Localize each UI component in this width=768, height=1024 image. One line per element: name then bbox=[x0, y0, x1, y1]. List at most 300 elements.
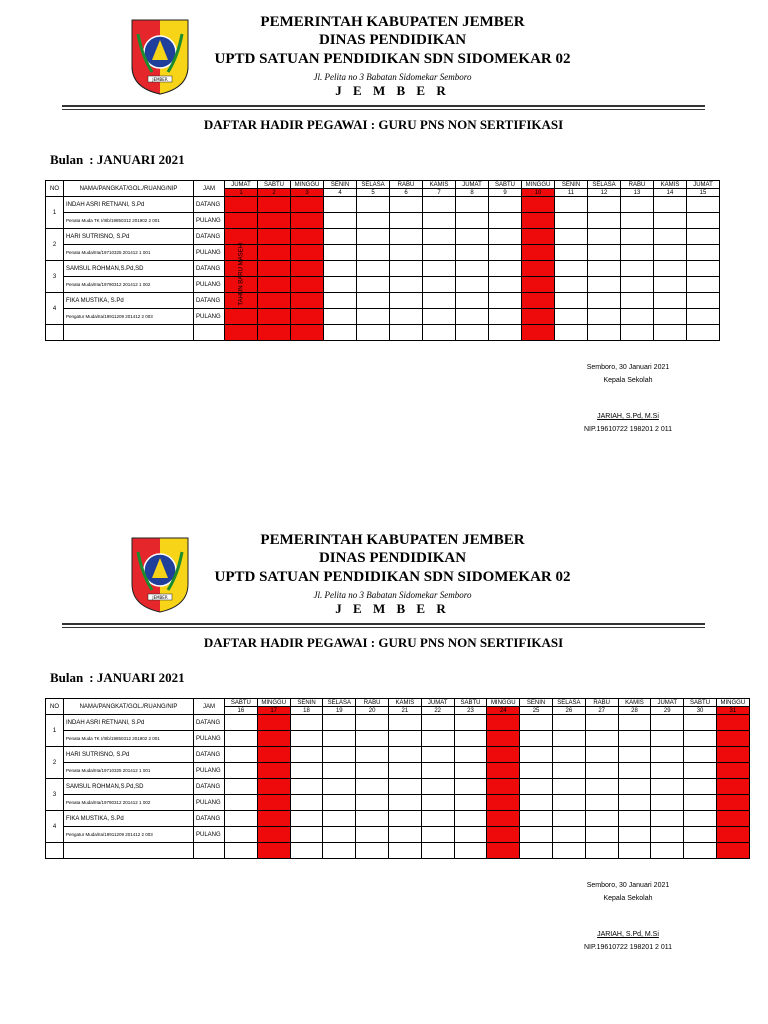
day-name-cell: MINGGU bbox=[522, 181, 555, 189]
empty-cell bbox=[64, 325, 194, 341]
attendance-cell bbox=[621, 309, 654, 325]
attendance-cell bbox=[489, 213, 522, 229]
attendance-cell bbox=[618, 763, 651, 779]
date-cell: 9 bbox=[489, 189, 522, 197]
attendance-cell bbox=[651, 731, 684, 747]
empty-cell bbox=[388, 843, 421, 859]
attendance-cell bbox=[421, 747, 454, 763]
attendance-cell bbox=[687, 229, 720, 245]
signature-nip: NIP.19610722 198201 2 011 bbox=[583, 426, 673, 433]
employee-rank-nip: Pengatur Muda/IIa/19911209 201412 2 003 bbox=[64, 309, 194, 325]
attendance-cell bbox=[423, 197, 456, 213]
attendance-cell bbox=[290, 763, 323, 779]
logo-text: JEMBER bbox=[152, 595, 168, 600]
attendance-cell bbox=[356, 747, 389, 763]
date-cell: 2 bbox=[258, 189, 291, 197]
attendance-cell bbox=[356, 827, 389, 843]
employee-rank-nip: Penata Muda/IIIa/19710325 201412 1 001 bbox=[64, 763, 194, 779]
empty-cell bbox=[64, 843, 194, 859]
jam-pulang: PULANG bbox=[194, 731, 225, 747]
empty-cell bbox=[651, 843, 684, 859]
empty-cell bbox=[258, 325, 291, 341]
attendance-cell bbox=[357, 213, 390, 229]
employee-number: 2 bbox=[46, 229, 64, 261]
date-cell: 27 bbox=[585, 707, 618, 715]
attendance-cell bbox=[654, 229, 687, 245]
attendance-cell bbox=[323, 779, 356, 795]
attendance-cell bbox=[290, 795, 323, 811]
day-name-cell: KAMIS bbox=[423, 181, 456, 189]
empty-cell bbox=[290, 843, 323, 859]
attendance-cell bbox=[588, 197, 621, 213]
empty-cell bbox=[225, 843, 258, 859]
attendance-cell bbox=[585, 747, 618, 763]
table-row bbox=[46, 779, 750, 795]
date-cell: 30 bbox=[684, 707, 717, 715]
attendance-cell bbox=[423, 293, 456, 309]
attendance-cell bbox=[684, 763, 717, 779]
attendance-cell bbox=[257, 747, 290, 763]
day-name-cell: SELASA bbox=[552, 699, 585, 707]
attendance-cell bbox=[522, 229, 555, 245]
header-department: DINAS PENDIDIKAN bbox=[318, 550, 467, 566]
date-cell: 15 bbox=[687, 189, 720, 197]
table-row bbox=[46, 715, 750, 731]
day-name-cell: JUMAT bbox=[225, 181, 258, 189]
attendance-cell bbox=[654, 245, 687, 261]
attendance-cell bbox=[356, 811, 389, 827]
attendance-cell bbox=[324, 197, 357, 213]
month-label: Bulan bbox=[50, 152, 84, 167]
attendance-cell bbox=[290, 779, 323, 795]
attendance-cell bbox=[388, 715, 421, 731]
employee-number: 1 bbox=[46, 197, 64, 229]
attendance-cell bbox=[588, 309, 621, 325]
attendance-cell bbox=[716, 779, 749, 795]
date-cell: 24 bbox=[487, 707, 520, 715]
attendance-cell bbox=[456, 261, 489, 277]
attendance-cell bbox=[388, 779, 421, 795]
date-cell: 25 bbox=[520, 707, 553, 715]
attendance-cell bbox=[257, 827, 290, 843]
attendance-cell bbox=[291, 245, 324, 261]
attendance-cell bbox=[618, 811, 651, 827]
attendance-cell bbox=[588, 261, 621, 277]
table-row bbox=[46, 827, 750, 843]
attendance-cell bbox=[585, 827, 618, 843]
empty-cell bbox=[621, 325, 654, 341]
table-row bbox=[46, 277, 720, 293]
attendance-cell bbox=[357, 293, 390, 309]
header-divider-thin bbox=[62, 627, 705, 628]
table-row bbox=[46, 795, 750, 811]
attendance-cell bbox=[258, 197, 291, 213]
attendance-cell bbox=[454, 763, 487, 779]
jam-datang: DATANG bbox=[194, 811, 225, 827]
attendance-cell bbox=[716, 795, 749, 811]
empty-cell bbox=[194, 843, 225, 859]
column-header-no: NO bbox=[46, 699, 64, 715]
column-header-jam: JAM bbox=[194, 699, 225, 715]
empty-cell bbox=[257, 843, 290, 859]
attendance-cell bbox=[489, 197, 522, 213]
attendance-cell bbox=[258, 277, 291, 293]
attendance-cell bbox=[421, 715, 454, 731]
date-cell: 20 bbox=[356, 707, 389, 715]
attendance-cell bbox=[390, 229, 423, 245]
attendance-cell bbox=[716, 731, 749, 747]
attendance-cell bbox=[684, 731, 717, 747]
attendance-cell bbox=[421, 827, 454, 843]
jam-datang: DATANG bbox=[194, 715, 225, 731]
attendance-cell bbox=[654, 197, 687, 213]
attendance-cell bbox=[687, 293, 720, 309]
attendance-cell bbox=[258, 261, 291, 277]
attendance-cell bbox=[687, 277, 720, 293]
attendance-cell bbox=[423, 229, 456, 245]
empty-cell bbox=[46, 325, 64, 341]
attendance-cell bbox=[618, 731, 651, 747]
attendance-cell bbox=[555, 261, 588, 277]
header-city: J E M B E R bbox=[335, 601, 450, 616]
empty-cell bbox=[421, 843, 454, 859]
employee-rank-nip: Penata Muda TK I/IIIb/19850312 201902 2 001 bbox=[64, 213, 194, 229]
day-name-cell: MINGGU bbox=[487, 699, 520, 707]
jam-pulang: PULANG bbox=[194, 309, 225, 325]
date-cell: 29 bbox=[651, 707, 684, 715]
document-title: DAFTAR HADIR PEGAWAI : GURU PNS NON SERTIFIKASI bbox=[203, 635, 564, 650]
attendance-cell bbox=[555, 293, 588, 309]
attendance-cell bbox=[684, 715, 717, 731]
day-name-cell: RABU bbox=[356, 699, 389, 707]
attendance-cell bbox=[357, 197, 390, 213]
attendance-cell bbox=[258, 309, 291, 325]
attendance-cell bbox=[522, 245, 555, 261]
jam-pulang: PULANG bbox=[194, 213, 225, 229]
attendance-cell bbox=[291, 309, 324, 325]
table-row bbox=[46, 747, 750, 763]
attendance-cell bbox=[290, 747, 323, 763]
attendance-cell bbox=[225, 731, 258, 747]
holiday-label: TAHUN BARU MASEHI bbox=[239, 242, 246, 306]
jember-regency-logo bbox=[128, 16, 192, 96]
attendance-cell bbox=[522, 309, 555, 325]
attendance-cell bbox=[456, 213, 489, 229]
attendance-cell bbox=[388, 763, 421, 779]
attendance-cell bbox=[421, 731, 454, 747]
empty-cell bbox=[454, 843, 487, 859]
day-name-cell: JUMAT bbox=[456, 181, 489, 189]
date-cell: 7 bbox=[423, 189, 456, 197]
attendance-cell bbox=[454, 715, 487, 731]
attendance-cell bbox=[489, 229, 522, 245]
document-title: DAFTAR HADIR PEGAWAI : GURU PNS NON SERTIFIKASI bbox=[203, 117, 564, 132]
attendance-cell bbox=[687, 197, 720, 213]
attendance-cell bbox=[323, 795, 356, 811]
attendance-cell bbox=[257, 763, 290, 779]
attendance-cell bbox=[522, 213, 555, 229]
header-government: PEMERINTAH KABUPATEN JEMBER bbox=[260, 532, 525, 548]
attendance-cell bbox=[588, 277, 621, 293]
attendance-cell bbox=[588, 229, 621, 245]
table-row bbox=[46, 763, 750, 779]
day-name-cell: MINGGU bbox=[291, 181, 324, 189]
attendance-cell bbox=[291, 197, 324, 213]
attendance-cell bbox=[522, 293, 555, 309]
attendance-cell bbox=[487, 779, 520, 795]
attendance-cell bbox=[651, 747, 684, 763]
column-header-no: NO bbox=[46, 181, 64, 197]
jam-pulang: PULANG bbox=[194, 827, 225, 843]
attendance-cell bbox=[716, 827, 749, 843]
empty-cell bbox=[585, 843, 618, 859]
signature-role: Kepala Sekolah bbox=[603, 895, 653, 902]
attendance-cell bbox=[258, 213, 291, 229]
attendance-cell bbox=[323, 763, 356, 779]
attendance-cell bbox=[390, 293, 423, 309]
signature-place-date: Semboro, 30 Januari 2021 bbox=[586, 364, 670, 371]
attendance-cell bbox=[324, 261, 357, 277]
attendance-cell bbox=[588, 245, 621, 261]
date-cell: 5 bbox=[357, 189, 390, 197]
attendance-cell bbox=[552, 779, 585, 795]
attendance-cell bbox=[588, 293, 621, 309]
attendance-cell bbox=[357, 309, 390, 325]
attendance-cell bbox=[520, 715, 553, 731]
table-row bbox=[46, 293, 720, 309]
attendance-cell bbox=[323, 731, 356, 747]
jam-datang: DATANG bbox=[194, 747, 225, 763]
attendance-cell bbox=[291, 261, 324, 277]
table-row bbox=[46, 213, 720, 229]
attendance-cell bbox=[654, 213, 687, 229]
table-row bbox=[46, 197, 720, 213]
empty-cell bbox=[46, 843, 64, 859]
attendance-cell bbox=[618, 779, 651, 795]
attendance-cell bbox=[487, 763, 520, 779]
month-value: : JANUARI 2021 bbox=[89, 152, 185, 167]
day-name-cell: RABU bbox=[585, 699, 618, 707]
jam-datang: DATANG bbox=[194, 261, 225, 277]
column-header-jam: JAM bbox=[194, 181, 225, 197]
attendance-cell bbox=[489, 277, 522, 293]
attendance-cell bbox=[522, 197, 555, 213]
jam-pulang: PULANG bbox=[194, 245, 225, 261]
table-row bbox=[46, 245, 720, 261]
attendance-cell bbox=[390, 261, 423, 277]
attendance-cell bbox=[258, 245, 291, 261]
empty-cell bbox=[390, 325, 423, 341]
employee-rank-nip: Penata Muda/IIIa/19790312 201412 1 002 bbox=[64, 277, 194, 293]
attendance-cell bbox=[684, 827, 717, 843]
attendance-cell bbox=[257, 731, 290, 747]
date-cell: 8 bbox=[456, 189, 489, 197]
column-header-name: NAMA/PANGKAT/GOL./RUANG/NIP bbox=[64, 699, 194, 715]
header-school: UPTD SATUAN PENDIDIKAN SDN SIDOMEKAR 02 bbox=[214, 569, 571, 585]
attendance-cell bbox=[585, 811, 618, 827]
attendance-cell bbox=[356, 731, 389, 747]
attendance-cell bbox=[716, 811, 749, 827]
attendance-cell bbox=[225, 747, 258, 763]
employee-name: FIKA MUSTIKA, S.Pd bbox=[64, 293, 194, 309]
date-cell: 21 bbox=[388, 707, 421, 715]
attendance-cell bbox=[555, 197, 588, 213]
attendance-cell bbox=[454, 827, 487, 843]
attendance-cell bbox=[454, 795, 487, 811]
day-name-cell: KAMIS bbox=[618, 699, 651, 707]
attendance-cell bbox=[487, 747, 520, 763]
signature-role: Kepala Sekolah bbox=[603, 377, 653, 384]
attendance-cell bbox=[520, 779, 553, 795]
attendance-cell bbox=[356, 763, 389, 779]
attendance-sheet-page-1 bbox=[0, 0, 768, 470]
attendance-cell bbox=[654, 309, 687, 325]
date-cell: 14 bbox=[654, 189, 687, 197]
empty-cell bbox=[356, 843, 389, 859]
employee-name: HARI SUTRISNO, S.Pd bbox=[64, 229, 194, 245]
attendance-cell bbox=[423, 245, 456, 261]
attendance-cell bbox=[290, 715, 323, 731]
day-name-cell: SABTU bbox=[258, 181, 291, 189]
attendance-cell bbox=[290, 731, 323, 747]
logo-text: JEMBER bbox=[152, 77, 168, 82]
empty-cell bbox=[323, 843, 356, 859]
table-row bbox=[46, 811, 750, 827]
employee-number: 4 bbox=[46, 293, 64, 325]
attendance-cell bbox=[456, 309, 489, 325]
attendance-cell bbox=[651, 763, 684, 779]
employee-name: INDAH ASRI RETNANI, S.Pd bbox=[64, 197, 194, 213]
jam-datang: DATANG bbox=[194, 197, 225, 213]
attendance-cell bbox=[621, 277, 654, 293]
date-cell: 3 bbox=[291, 189, 324, 197]
column-header-name: NAMA/PANGKAT/GOL./RUANG/NIP bbox=[64, 181, 194, 197]
attendance-cell bbox=[654, 293, 687, 309]
attendance-cell bbox=[390, 309, 423, 325]
empty-cell bbox=[522, 325, 555, 341]
empty-cell bbox=[489, 325, 522, 341]
attendance-cell bbox=[654, 261, 687, 277]
attendance-cell bbox=[552, 763, 585, 779]
attendance-cell bbox=[257, 715, 290, 731]
day-name-cell: SENIN bbox=[520, 699, 553, 707]
attendance-cell bbox=[456, 229, 489, 245]
day-name-cell: SELASA bbox=[588, 181, 621, 189]
day-name-row bbox=[46, 699, 750, 707]
attendance-cell bbox=[555, 213, 588, 229]
date-cell: 13 bbox=[621, 189, 654, 197]
employee-name: SAMSUL ROHMAN,S.Pd,SD bbox=[64, 261, 194, 277]
signature-place-date: Semboro, 30 Januari 2021 bbox=[586, 882, 670, 889]
attendance-cell bbox=[456, 245, 489, 261]
attendance-cell bbox=[423, 309, 456, 325]
attendance-cell bbox=[225, 763, 258, 779]
attendance-cell bbox=[552, 827, 585, 843]
date-cell: 31 bbox=[716, 707, 749, 715]
employee-name: HARI SUTRISNO, S.Pd bbox=[64, 747, 194, 763]
day-name-cell: SELASA bbox=[323, 699, 356, 707]
date-cell: 22 bbox=[421, 707, 454, 715]
date-cell: 19 bbox=[323, 707, 356, 715]
attendance-cell bbox=[257, 779, 290, 795]
attendance-cell bbox=[291, 229, 324, 245]
attendance-cell bbox=[225, 795, 258, 811]
attendance-cell bbox=[357, 261, 390, 277]
attendance-cell bbox=[555, 277, 588, 293]
attendance-cell bbox=[225, 779, 258, 795]
attendance-cell bbox=[258, 229, 291, 245]
attendance-cell bbox=[291, 293, 324, 309]
attendance-cell bbox=[654, 277, 687, 293]
attendance-cell bbox=[323, 811, 356, 827]
table-row bbox=[46, 229, 720, 245]
day-name-cell: JUMAT bbox=[651, 699, 684, 707]
empty-cell bbox=[520, 843, 553, 859]
day-name-cell: KAMIS bbox=[388, 699, 421, 707]
attendance-cell bbox=[687, 213, 720, 229]
attendance-cell bbox=[489, 309, 522, 325]
attendance-cell bbox=[621, 245, 654, 261]
attendance-cell bbox=[552, 731, 585, 747]
attendance-cell bbox=[520, 747, 553, 763]
attendance-cell bbox=[651, 795, 684, 811]
attendance-cell bbox=[621, 229, 654, 245]
attendance-cell bbox=[555, 245, 588, 261]
empty-cell bbox=[654, 325, 687, 341]
empty-cell bbox=[687, 325, 720, 341]
attendance-cell bbox=[651, 827, 684, 843]
attendance-cell bbox=[621, 293, 654, 309]
attendance-cell bbox=[454, 779, 487, 795]
attendance-cell bbox=[618, 827, 651, 843]
attendance-cell bbox=[552, 795, 585, 811]
header-city: J E M B E R bbox=[335, 83, 450, 98]
attendance-cell bbox=[324, 277, 357, 293]
table-row bbox=[46, 731, 750, 747]
date-cell: 1 bbox=[225, 189, 258, 197]
signature-name: JARIAH, S.Pd, M.Si bbox=[597, 413, 659, 420]
attendance-cell bbox=[291, 277, 324, 293]
month-value: : JANUARI 2021 bbox=[89, 670, 185, 685]
attendance-cell bbox=[291, 213, 324, 229]
attendance-cell bbox=[456, 197, 489, 213]
empty-cell bbox=[456, 325, 489, 341]
empty-cell bbox=[716, 843, 749, 859]
attendance-cell bbox=[487, 811, 520, 827]
attendance-cell bbox=[456, 293, 489, 309]
month-line bbox=[50, 152, 185, 168]
attendance-cell bbox=[684, 795, 717, 811]
date-cell: 10 bbox=[522, 189, 555, 197]
attendance-cell bbox=[588, 213, 621, 229]
attendance-table bbox=[45, 180, 720, 341]
jember-regency-logo bbox=[128, 534, 192, 614]
header-school: UPTD SATUAN PENDIDIKAN SDN SIDOMEKAR 02 bbox=[214, 51, 571, 67]
attendance-cell bbox=[324, 229, 357, 245]
attendance-cell bbox=[684, 747, 717, 763]
attendance-cell bbox=[323, 827, 356, 843]
attendance-cell bbox=[356, 795, 389, 811]
attendance-cell bbox=[585, 763, 618, 779]
attendance-cell bbox=[356, 779, 389, 795]
empty-cell bbox=[194, 325, 225, 341]
attendance-cell bbox=[489, 293, 522, 309]
attendance-cell bbox=[357, 229, 390, 245]
attendance-cell bbox=[520, 827, 553, 843]
attendance-cell bbox=[258, 293, 291, 309]
employee-rank-nip: Penata Muda/IIIa/19710325 201412 1 001 bbox=[64, 245, 194, 261]
day-name-cell: MINGGU bbox=[257, 699, 290, 707]
